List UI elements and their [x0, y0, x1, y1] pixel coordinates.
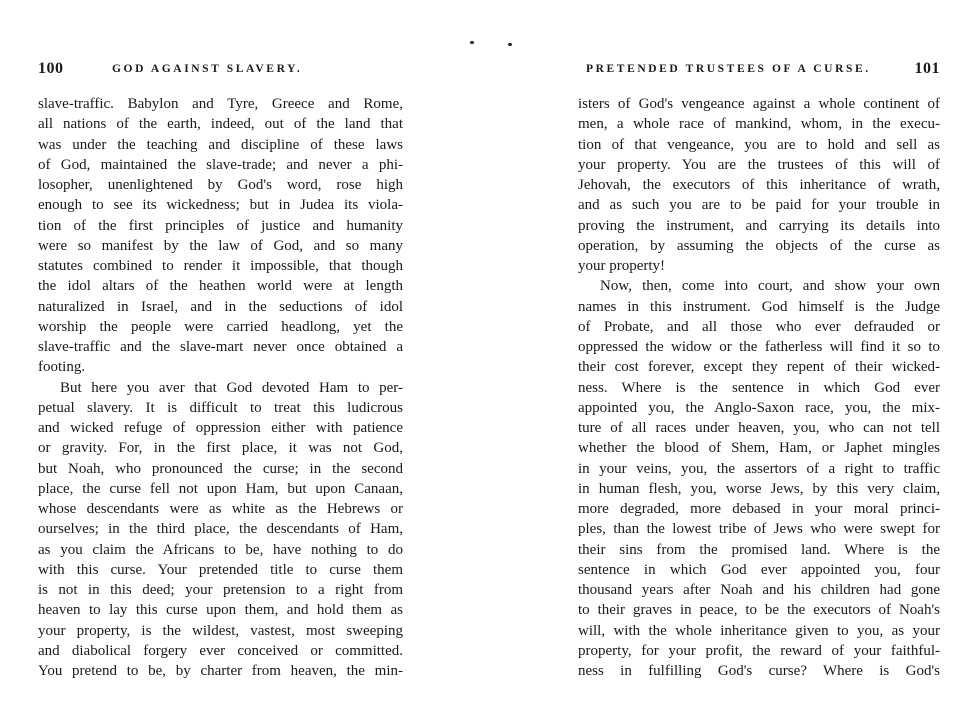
text-line: oppressed the widow or the fatherless will find it so to	[578, 339, 940, 355]
text-line: is not in this deed; your pretension to a right from	[38, 582, 403, 598]
text-line: and diabolical forgery ever conceived or committed.	[38, 642, 403, 659]
right-page-header	[578, 60, 940, 84]
text-line: in your veins, you, the assertors of a right to traffic	[578, 460, 940, 477]
text-line: whether the blood of Shem, Ham, or Japhet mingles	[578, 440, 940, 457]
print-smudge	[470, 41, 474, 44]
text-line: heaven to lay this curse upon them, and hold them as	[38, 602, 403, 619]
print-smudge	[508, 43, 512, 46]
text-line: petual slavery. It is difficult to treat this ludicrous	[38, 399, 403, 416]
text-line: But here you aver that God devoted Ham to per-	[60, 379, 403, 396]
text-line: will, with the whole inheritance given to you, as your	[578, 622, 940, 639]
text-line: worship the people were carried headlong, yet the	[38, 318, 403, 335]
left-page-header	[38, 60, 403, 84]
text-line: more degraded, more debased in your moral princi-	[578, 501, 940, 517]
text-line: slave-traffic. Babylon and Tyre, Greece and Rome,	[38, 96, 403, 112]
text-line: losopher, unenlightened by God's word, rose high	[38, 177, 403, 193]
text-line: or gravity. For, in the first place, it was not God,	[38, 440, 403, 457]
page-number: 101	[914, 60, 940, 77]
text-line: ture of all races under heaven, you, who can not tell	[578, 420, 940, 436]
text-line: of Probate, and all those who ever defrauded or	[578, 318, 940, 335]
text-line: in human flesh, you, worse Jews, by this very claim,	[578, 480, 940, 497]
text-line: ness. Where is the sentence in which God ever	[578, 379, 940, 396]
text-line: was under the teaching and discipline of these laws	[38, 136, 403, 153]
text-line: You pretend to be, by charter from heaven, the min-	[38, 663, 403, 679]
text-line: appointed you, the Anglo-Saxon race, you, the mix-	[578, 399, 940, 416]
text-line: your property, is the wildest, vastest, most sweeping	[38, 622, 403, 639]
text-line: their sins from the promised land. Where is the	[578, 541, 940, 558]
text-line: Jehovah, the executors of this inheritance of wrath,	[578, 177, 940, 193]
text-line: Now, then, come into court, and show your own	[600, 278, 940, 295]
text-line: tion of that vengeance, you are to hold and sell as	[578, 136, 940, 153]
text-line: ness in fulfilling God's curse? Where is God's	[578, 663, 940, 679]
text-line: ples, than the lowest tribe of Jews who were swept for	[578, 521, 940, 538]
text-line: isters of God's vengeance against a whole continent of	[578, 96, 940, 112]
text-line: naturalized in Israel, and in the seductions of idol	[38, 298, 403, 315]
page-number: 100	[38, 60, 64, 77]
text-line: statutes combined to render it impossible, that though	[38, 258, 403, 274]
left-page	[38, 60, 403, 681]
text-line: place, the curse fell not upon Ham, but upon Canaan,	[38, 480, 403, 497]
text-line: their cost forever, except they repent of their wicked-	[578, 359, 940, 376]
left-page-body	[38, 94, 403, 681]
text-line: proving the instrument, and carrying its details into	[578, 217, 940, 234]
text-line: slave-traffic and the slave-mart never once obtained a	[38, 339, 403, 355]
right-page-body	[578, 94, 940, 681]
text-line: operation, by assuming the objects of the curse as	[578, 237, 940, 254]
text-line: but Noah, who pronounced the curse; in the second	[38, 460, 403, 477]
text-line: footing.	[38, 359, 86, 376]
text-line: property, for your profit, the reward of your faithful-	[578, 642, 940, 659]
text-line: and wicked refuge of oppression either with patience	[38, 420, 403, 436]
text-line: the idol altars of the heathen world were at length	[38, 278, 403, 295]
text-line: of God, maintained the slave-trade; and never a phi-	[38, 156, 403, 173]
text-line: as you claim the Africans to be, have nothing to do	[38, 541, 403, 558]
text-line: sentence in which God ever appointed you, four	[578, 561, 940, 578]
text-line: thousand years after Noah and his children had gone	[578, 582, 940, 598]
text-line: with this curse. Your pretended title to curse them	[38, 561, 403, 578]
text-line: names in this instrument. God himself is the Judge	[578, 298, 940, 315]
text-line: whose descendants were as white as the Hebrews or	[38, 501, 403, 517]
running-head: GOD AGAINST SLAVERY.	[112, 63, 303, 75]
text-line: your property. You are the trustees of this will of	[578, 156, 940, 173]
text-line: tion of the first principles of justice and humanity	[38, 217, 403, 234]
text-line: enough to see its wickedness; but in Judea its viola-	[38, 197, 403, 214]
text-line: men, a whole race of mankind, whom, in the execu-	[578, 116, 940, 133]
text-line: to their graves in peace, to be the executors of Noah's	[578, 602, 940, 619]
text-line: were so manifest by the law of God, and so many	[38, 237, 403, 254]
text-line: and as such you are to be paid for your trouble in	[578, 197, 940, 214]
text-line: all nations of the earth, indeed, out of the land that	[38, 116, 403, 133]
running-head: PRETENDED TRUSTEES OF A CURSE.	[586, 63, 871, 75]
right-page	[578, 60, 940, 681]
text-line: your property!	[578, 258, 666, 274]
text-line: ourselves; in the third place, the descendants of Ham,	[38, 521, 403, 538]
